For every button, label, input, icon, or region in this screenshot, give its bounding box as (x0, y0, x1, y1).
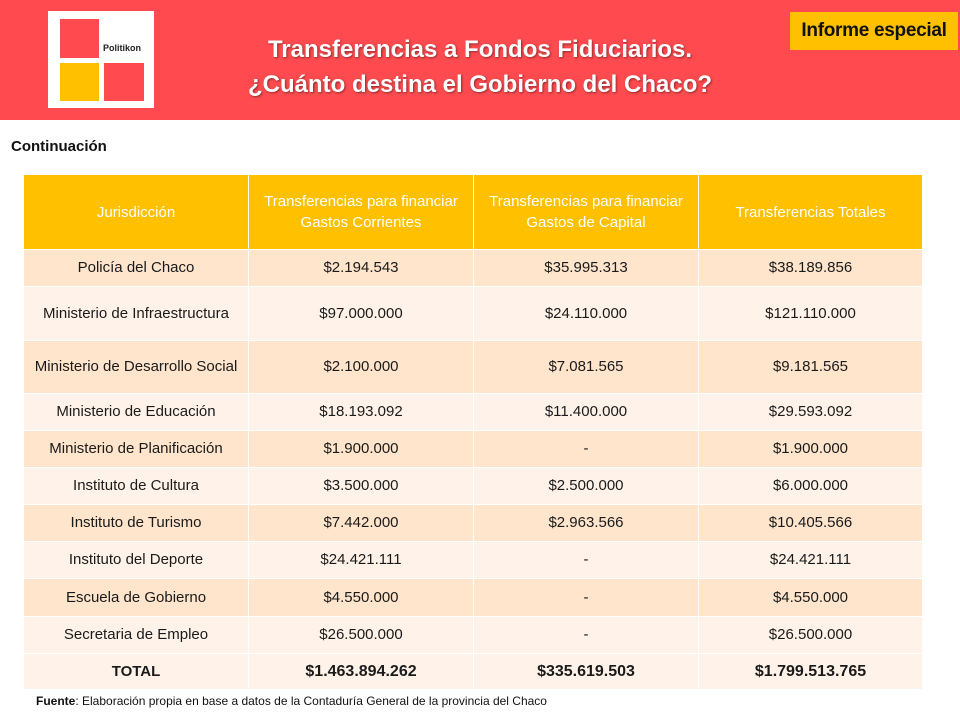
cell-total: $1.900.000 (699, 431, 923, 468)
source-label: Fuente (36, 694, 76, 708)
cell-capital: $24.110.000 (474, 287, 699, 341)
cell-corrientes: $26.500.000 (249, 617, 474, 654)
logo-square-red-top (60, 19, 99, 58)
column-header-jurisdiccion: Jurisdicción (24, 175, 249, 250)
table-row (24, 542, 923, 579)
table-row (24, 250, 923, 287)
table-total-row (24, 654, 923, 690)
column-header-gastos-capital: Transferencias para financiar Gastos de Capital (474, 175, 699, 250)
section-subtitle: Continuación (11, 138, 107, 155)
cell-capital: - (474, 431, 699, 468)
cell-corrientes: $7.442.000 (249, 505, 474, 542)
logo-square-yellow (60, 63, 99, 101)
table-header-row (24, 175, 923, 250)
table-row (24, 341, 923, 394)
table-row (24, 431, 923, 468)
cell-capital: $2.500.000 (474, 468, 699, 505)
cell-total-totales: $1.799.513.765 (699, 654, 923, 690)
cell-corrientes: $24.421.111 (249, 542, 474, 579)
column-header-totales: Transferencias Totales (699, 175, 923, 250)
cell-jurisdiccion: Escuela de Gobierno (24, 579, 249, 617)
cell-corrientes: $18.193.092 (249, 394, 474, 431)
cell-corrientes: $3.500.000 (249, 468, 474, 505)
cell-jurisdiccion: Instituto de Turismo (24, 505, 249, 542)
cell-jurisdiccion: Policía del Chaco (24, 250, 249, 287)
cell-total: $38.189.856 (699, 250, 923, 287)
cell-jurisdiccion: Ministerio de Educación (24, 394, 249, 431)
cell-total: $4.550.000 (699, 579, 923, 617)
cell-corrientes: $2.100.000 (249, 341, 474, 394)
logo-square-red-bottom (104, 63, 144, 101)
cell-total: $26.500.000 (699, 617, 923, 654)
cell-jurisdiccion: Secretaria de Empleo (24, 617, 249, 654)
cell-total-corrientes: $1.463.894.262 (249, 654, 474, 690)
cell-capital: $11.400.000 (474, 394, 699, 431)
page-title-line-1: Transferencias a Fondos Fiduciarios. (267, 36, 693, 63)
cell-jurisdiccion: Ministerio de Infraestructura (24, 287, 249, 341)
table-row (24, 287, 923, 341)
cell-total: $6.000.000 (699, 468, 923, 505)
page-title-line-2: ¿Cuánto destina el Gobierno del Chaco? (247, 71, 713, 98)
table-row (24, 468, 923, 505)
page-title (170, 32, 790, 102)
report-badge: Informe especial (790, 12, 958, 50)
table-row (24, 579, 923, 617)
table-row (24, 505, 923, 542)
source-text: : Elaboración propia en base a datos de la Contaduría General de la provincia del Chaco (75, 694, 547, 708)
cell-corrientes: $4.550.000 (249, 579, 474, 617)
cell-total: $9.181.565 (699, 341, 923, 394)
cell-jurisdiccion: Ministerio de Desarrollo Social (24, 341, 249, 394)
cell-capital: - (474, 542, 699, 579)
cell-capital: - (474, 617, 699, 654)
header-banner (0, 0, 960, 120)
cell-capital: $7.081.565 (474, 341, 699, 394)
cell-jurisdiccion: Instituto de Cultura (24, 468, 249, 505)
source-note (36, 694, 547, 708)
cell-total: $24.421.111 (699, 542, 923, 579)
table-row (24, 394, 923, 431)
cell-capital: $2.963.566 (474, 505, 699, 542)
cell-corrientes: $97.000.000 (249, 287, 474, 341)
cell-total: $29.593.092 (699, 394, 923, 431)
cell-total: $121.110.000 (699, 287, 923, 341)
logo-text: Politikon (103, 43, 141, 53)
politikon-logo (48, 11, 154, 108)
cell-total: $10.405.566 (699, 505, 923, 542)
table-row (24, 617, 923, 654)
cell-jurisdiccion: Instituto del Deporte (24, 542, 249, 579)
cell-corrientes: $2.194.543 (249, 250, 474, 287)
column-header-gastos-corrientes: Transferencias para financiar Gastos Corrientes (249, 175, 474, 250)
cell-corrientes: $1.900.000 (249, 431, 474, 468)
cell-capital: $35.995.313 (474, 250, 699, 287)
transfers-table (23, 174, 923, 690)
cell-jurisdiccion: Ministerio de Planificación (24, 431, 249, 468)
cell-total-label: TOTAL (24, 654, 249, 690)
cell-capital: - (474, 579, 699, 617)
cell-total-capital: $335.619.503 (474, 654, 699, 690)
